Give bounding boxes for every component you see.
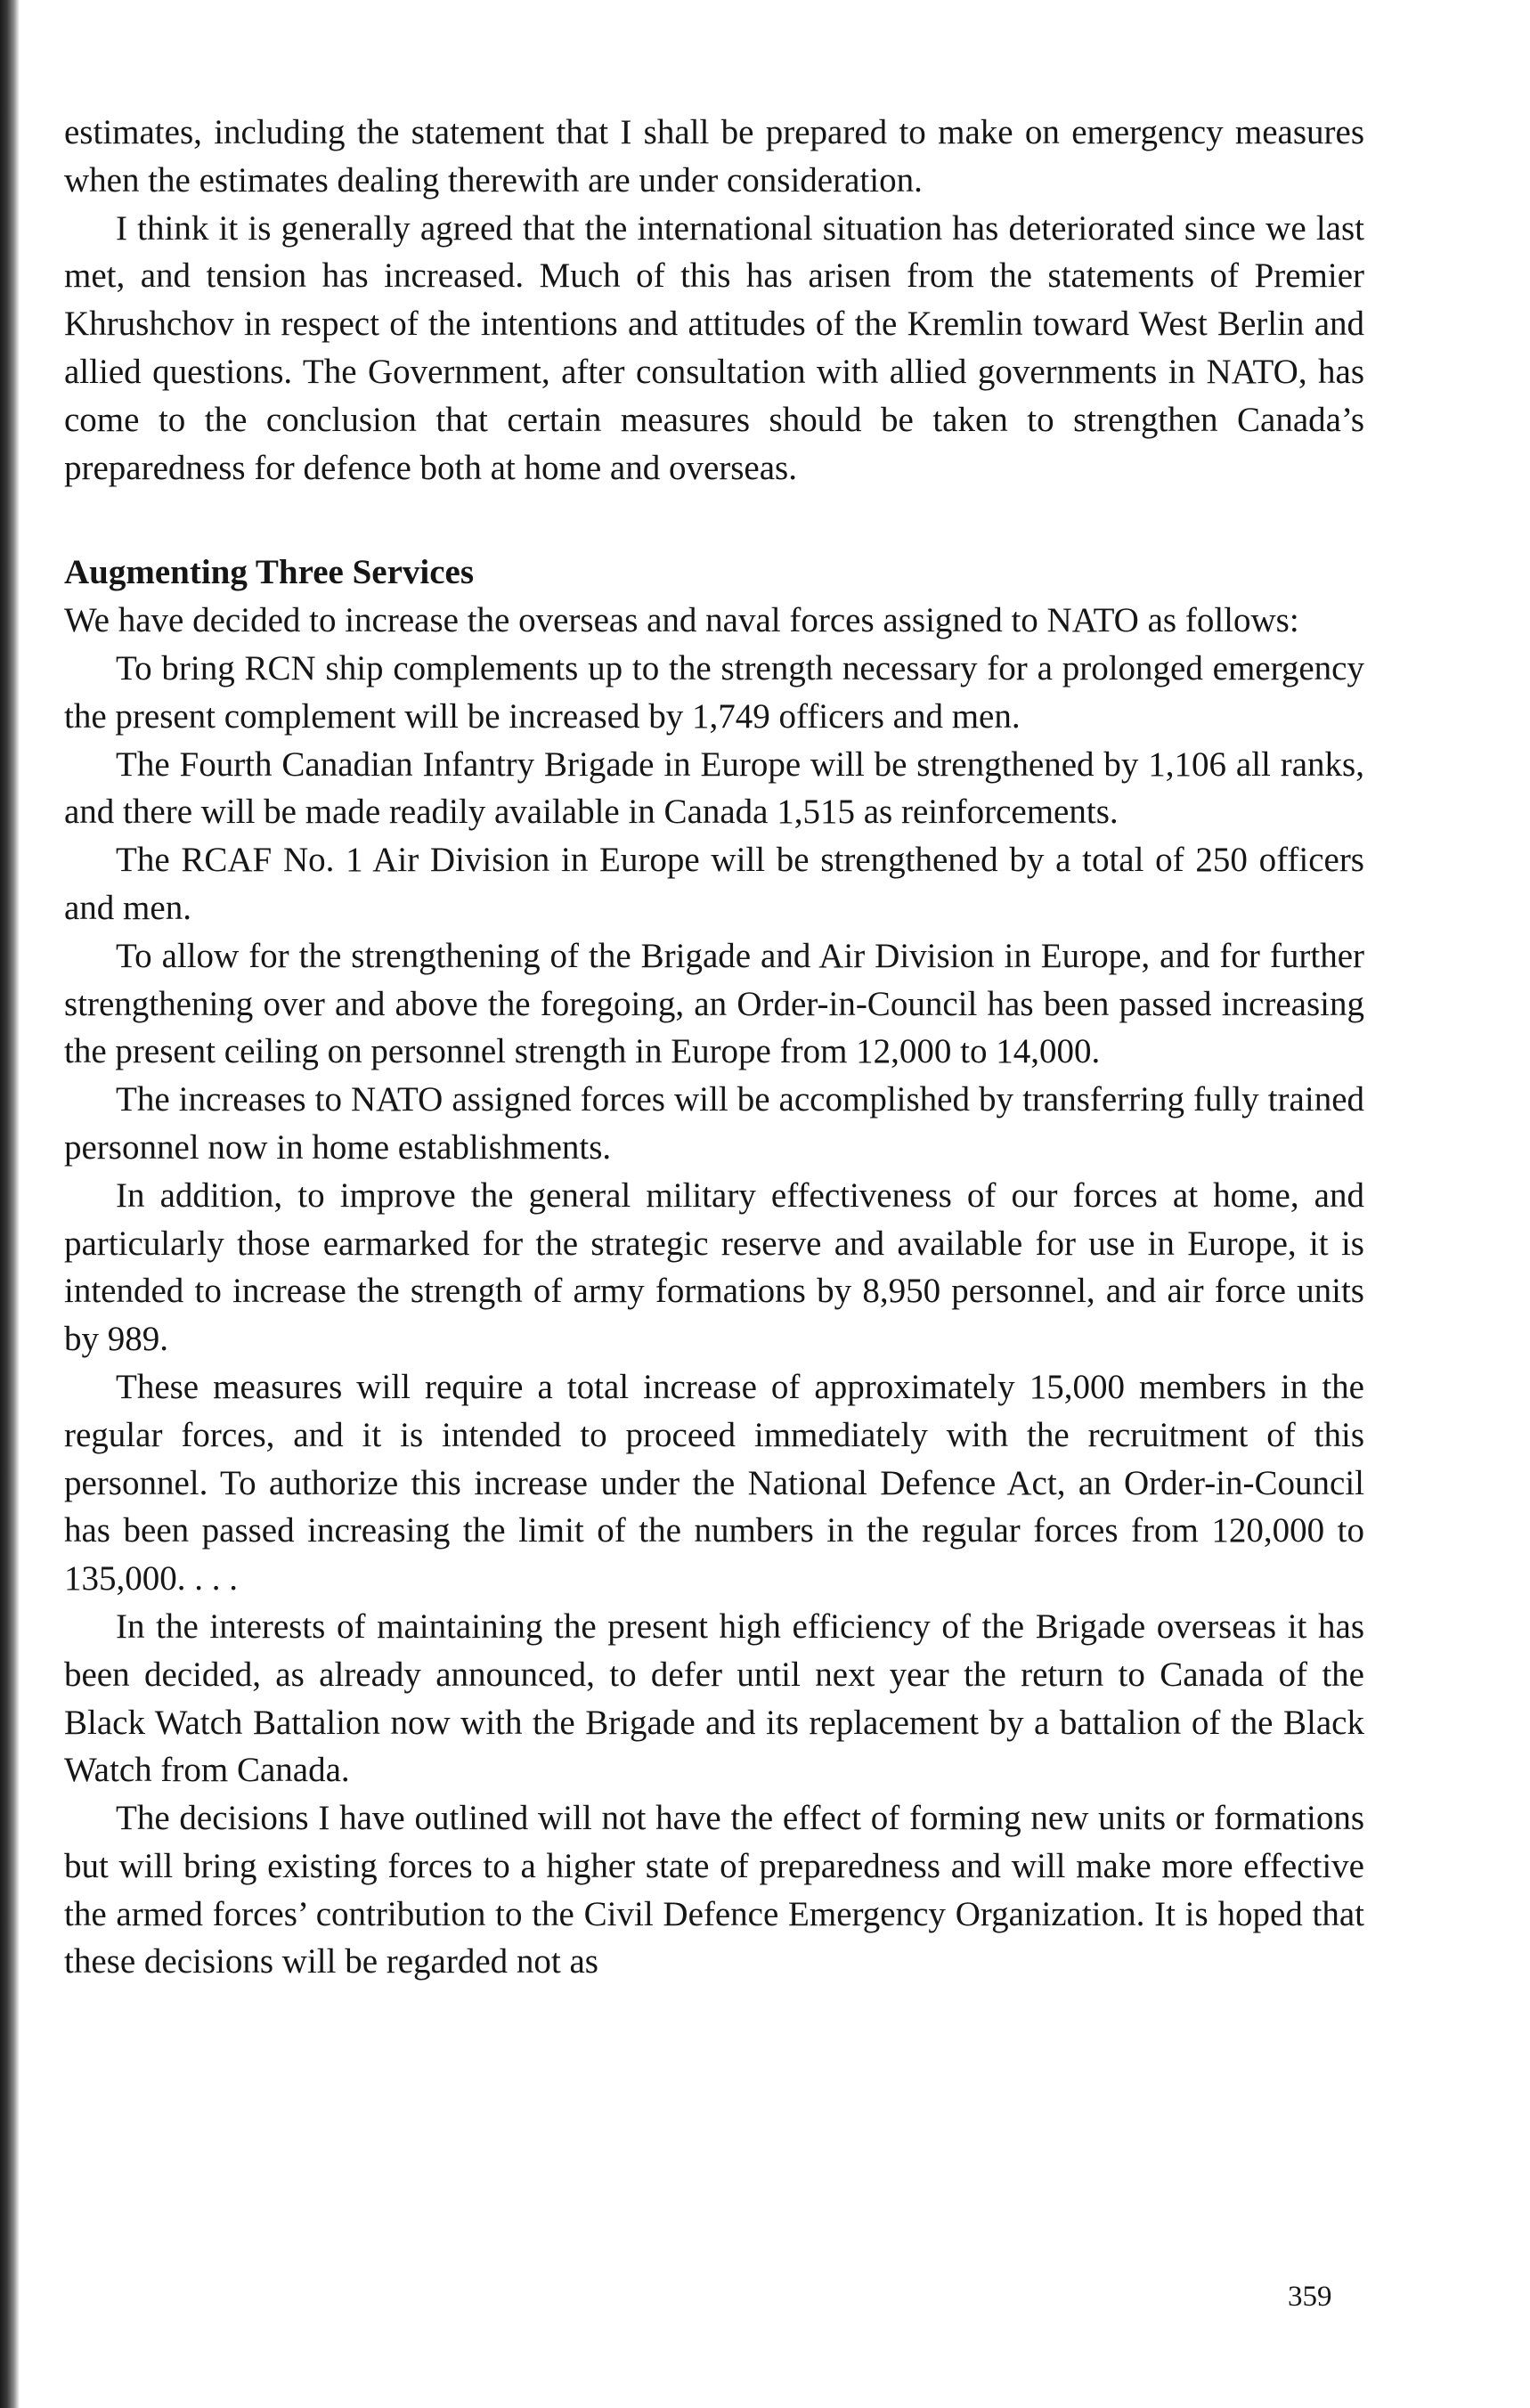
paragraph-continuation: estimates, including the statement that I shall be prepared to make on emergency measures when the estimates dealing therewith are under consideration. bbox=[64, 113, 1364, 199]
page-binding-edge bbox=[0, 0, 20, 2408]
page-number: 359 bbox=[1288, 2281, 1332, 2313]
paragraph-infantry-brigade: The Fourth Canadian Infantry Brigade in Europe will be strengthened by 1,106 all ranks, and there will be made readily available in Canada 1,515 as reinforcements. bbox=[64, 744, 1364, 832]
paragraph-rcaf: The RCAF No. 1 Air Division in Europe will be strengthened by a total of 250 officers and men. bbox=[64, 841, 1364, 927]
paragraph-rcn: To bring RCN ship complements up to the strength necessary for a prolonged emergency the present complement will be increased by 1,749 officers and men. bbox=[64, 648, 1364, 736]
paragraph-total-increase: These measures will require a total increase of approximately 15,000 members in the regular forces, and it is intended to proceed immediately with the recruitment of this personnel. To authorize this increase under the National Defence Act, an Order-in-Council has been passed increasing the limit of the numbers in the regular forces from 120,000 to 135,000. . . . bbox=[64, 1367, 1364, 1599]
paragraph-home-forces: In addition, to improve the general military effectiveness of our forces at home, and particularly those earmarked for the strategic reserve and available for use in Europe, it is intended to increase the strength of army formations by 8,950 personnel, and air force units by 989. bbox=[64, 1176, 1364, 1359]
paragraph-transfers: The increases to NATO assigned forces will be accomplished by transferring fully trained personnel now in home establishments. bbox=[64, 1080, 1364, 1167]
page-body bbox=[64, 109, 1364, 1986]
paragraph-international-situation: I think it is generally agreed that the international situation has deteriorated since we last met, and tension has increased. Much of this has arisen from the statements of Premier Khrushchov in respect of the intentions and attitudes of the Kremlin toward West Berlin and allied questions. The Government, after consultation with allied governments in NATO, has come to the conclusion that certain measures should be taken to strengthen Canada’s preparedness for defence both at home and overseas. bbox=[64, 208, 1364, 487]
paragraph-order-in-council-europe: To allow for the strengthening of the Brigade and Air Division in Europe, and for further strengthening over and above the foregoing, an Order-in-Council has been passed increasing the present ceiling on personnel strength in Europe from 12,000 to 14,000. bbox=[64, 936, 1364, 1071]
paragraph-black-watch: In the interests of maintaining the present high efficiency of the Brigade overseas it has been decided, as already announced, to defer until next year the return to Canada of the Black Watch Battalion now with the Brigade and its replacement by a battalion of the Black Watch from Canada. bbox=[64, 1607, 1364, 1790]
paragraph-decisions: The decisions I have outlined will not have the effect of forming new units or formations but will bring existing forces to a higher state of preparedness and will make more effective the armed forces’ contribution to the Civil Defence Emergency Organization. It is hoped that these decisions will be regarded not as bbox=[64, 1799, 1364, 1981]
paragraph-nato-intro: We have decided to increase the overseas and naval forces assigned to NATO as follows: bbox=[64, 601, 1299, 640]
section-heading: Augmenting Three Services bbox=[64, 553, 475, 592]
